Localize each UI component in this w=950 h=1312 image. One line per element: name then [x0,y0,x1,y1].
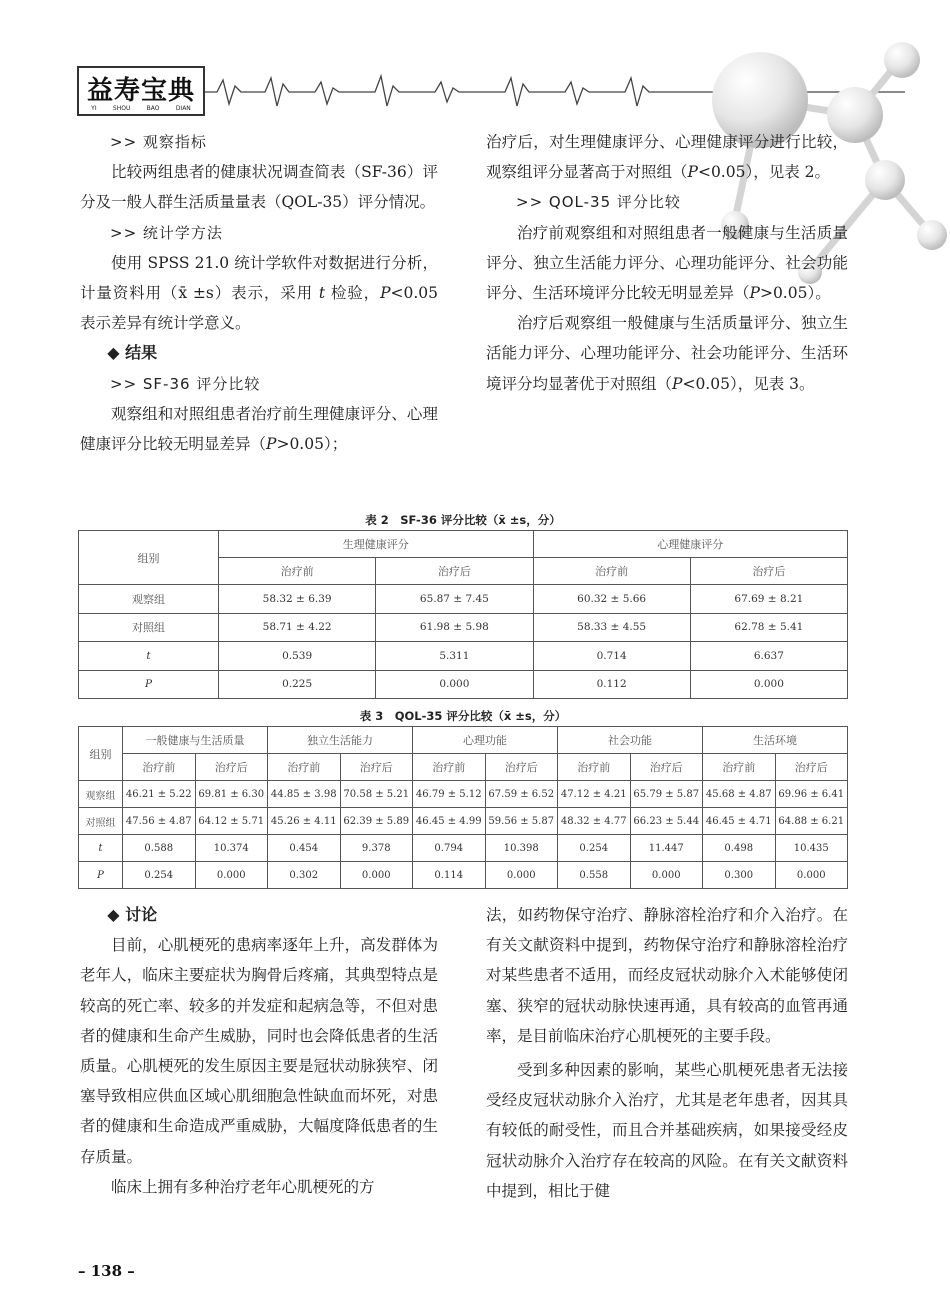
table-cell: 64.88 ± 6.21 [775,808,848,835]
table2-sf36 [78,530,848,699]
table-cell: 48.32 ± 4.77 [558,808,631,835]
table-subheader: 治疗前 [533,558,690,585]
paragraph-observation: 比较两组患者的健康状况调查简表（SF-36）评分及一般人群生活质量量表（QOL-35）评分情况。 [80,163,438,212]
table-cell: 0.302 [268,862,341,889]
table-cell: 69.96 ± 6.41 [775,781,848,808]
section-heading-sf36: >> SF-36 评分比较 [110,374,261,393]
table-cell: 69.81 ± 6.30 [195,781,268,808]
table-cell: 0.714 [533,642,690,671]
table-subheader: 治疗后 [485,754,558,781]
table-cell: 0.558 [558,862,631,889]
table-cell: 10.374 [195,835,268,862]
table2-caption: 表 2 SF-36 评分比较（x̄ ±s，分） [365,513,561,527]
row-label: P [79,862,123,889]
table-cell: 0.225 [219,670,376,699]
section-heading-observation: >> 观察指标 [110,133,207,151]
paragraph-discussion-4: 受到多种因素的影响，某些心肌梗死患者无法接受经皮冠状动脉介入治疗，尤其是老年患者，因其具有较低的耐受性，而且合并基础疾病，如果接受经皮冠状动脉介入治疗存在较高的风险。在有关文献资料中提到，相比于健 [486,1061,848,1200]
table-row [79,585,848,614]
table-cell: 0.794 [413,835,486,862]
row-label: t [79,835,123,862]
table-subheader: 治疗后 [195,754,268,781]
table-cell: 0.254 [123,862,196,889]
pinyin-syllable: DIAN [175,105,191,112]
table3-qol35 [78,726,848,889]
row-label: 观察组 [79,781,123,808]
table-header-group: 组别 [79,727,123,781]
table-cell: 0.000 [690,670,847,699]
table-cell: 0.000 [340,862,413,889]
discussion-right-column [486,900,848,1206]
table3-caption: 表 3 QOL-35 评分比较（x̄ ±s，分） [359,709,567,723]
pinyin-syllable: BAO [146,105,160,112]
row-label: 观察组 [79,585,219,614]
paragraph-sf36-continued: 治疗后，对生理健康评分、心理健康评分进行比较，观察组评分显著高于对照组（P<0.05），见表 2。 [486,133,848,182]
left-column [80,127,438,459]
section-heading-discussion: ◆ 讨论 [107,905,158,924]
paragraph-qol-before: 治疗前观察组和对照组患者一般健康与生活质量评分、独立生活能力评分、心理功能评分、社会功能评分、生活环境评分比较无明显差异（P>0.05）。 [486,223,848,303]
row-label: t [79,642,219,671]
table-cell: 44.85 ± 3.98 [268,781,341,808]
table-cell: 65.79 ± 5.87 [630,781,703,808]
table-cell: 62.78 ± 5.41 [690,613,847,642]
section-heading-qol35: >> QOL-35 评分比较 [516,193,681,212]
row-label: 对照组 [79,808,123,835]
table-cell: 9.378 [340,835,413,862]
right-column [486,127,848,399]
table-cell: 64.12 ± 5.71 [195,808,268,835]
table-header-general-health: 一般健康与生活质量 [123,727,268,754]
page-number: – 138 – [78,1262,135,1280]
table-subheader: 治疗后 [775,754,848,781]
table-cell: 58.32 ± 6.39 [219,585,376,614]
table-row [79,642,848,671]
table-cell: 65.87 ± 7.45 [376,585,533,614]
paragraph-sf36: 观察组和对照组患者治疗前生理健康评分、心理健康评分比较无明显差异（P>0.05）； [80,404,438,454]
table-cell: 46.45 ± 4.99 [413,808,486,835]
table-cell: 0.588 [123,835,196,862]
table-cell: 0.539 [219,642,376,671]
table-subheader: 治疗前 [268,754,341,781]
table-cell: 0.114 [413,862,486,889]
table-subheader: 治疗前 [413,754,486,781]
table-row [79,781,848,808]
journal-title: 益寿宝典 [86,76,195,106]
table-subheader: 治疗前 [219,558,376,585]
section-heading-stats: >> 统计学方法 [110,223,223,242]
table-header-social: 社会功能 [558,727,703,754]
table-cell: 0.112 [533,670,690,699]
table-subheader: 治疗前 [558,754,631,781]
table-cell: 0.300 [703,862,776,889]
paragraph-stats: 使用 SPSS 21.0 统计学软件对数据进行分析，计量资料用（x̄ ±s）表示，采用 t 检验，P<0.05 表示差异有统计学意义。 [80,253,438,333]
table-row [79,835,848,862]
table-cell: 46.21 ± 5.22 [123,781,196,808]
table-cell: 0.000 [376,670,533,699]
table-cell: 67.69 ± 8.21 [690,585,847,614]
table-cell: 46.79 ± 5.12 [413,781,486,808]
table-cell: 0.000 [775,862,848,889]
table-cell: 45.68 ± 4.87 [703,781,776,808]
table-header-physical: 生理健康评分 [219,531,534,558]
table-cell: 0.454 [268,835,341,862]
paragraph-discussion-2: 临床上拥有多种治疗老年心肌梗死的方 [111,1177,375,1196]
table-header-independence: 独立生活能力 [268,727,413,754]
table-cell: 70.58 ± 5.21 [340,781,413,808]
table-cell: 61.98 ± 5.98 [376,613,533,642]
paragraph-qol-after: 治疗后观察组一般健康与生活质量评分、独立生活能力评分、心理功能评分、社会功能评分、生活环境评分均显著优于对照组（P<0.05），见表 3。 [486,314,848,393]
table-row [79,862,848,889]
table-cell: 0.000 [195,862,268,889]
table-cell: 0.000 [485,862,558,889]
table-header-psychological: 心理功能 [413,727,558,754]
table-subheader: 治疗后 [340,754,413,781]
table-cell: 6.637 [690,642,847,671]
table-header-group: 组别 [79,531,219,585]
table-cell: 10.398 [485,835,558,862]
table-row [79,613,848,642]
table-subheader: 治疗后 [690,558,847,585]
table-header-environment: 生活环境 [703,727,848,754]
pinyin-syllable: YI [91,105,97,112]
table-cell: 10.435 [775,835,848,862]
table-row [79,670,848,699]
paragraph-discussion-3: 法，如药物保守治疗、静脉溶栓治疗和介入治疗。在有关文献资料中提到，药物保守治疗和静脉溶栓治疗对某些患者不适用，而经皮冠状动脉介入术能够使闭塞、狭窄的冠状动脉快速再通，具有较高的血管再通率，是目前临床治疗心肌梗死的主要手段。 [486,906,848,1045]
table-subheader: 治疗后 [630,754,703,781]
table-cell: 0.254 [558,835,631,862]
pinyin-syllable: SHOU [112,105,131,112]
table-row [79,808,848,835]
section-heading-results: ◆ 结果 [107,343,158,363]
table-cell: 45.26 ± 4.11 [268,808,341,835]
journal-pinyin [83,105,199,112]
table-cell: 58.33 ± 4.55 [533,613,690,642]
paragraph-discussion-1: 目前，心肌梗死的患病率逐年上升，高发群体为老年人，临床主要症状为胸骨后疼痛，其典型特点是较高的死亡率、较多的并发症和起病急等，不但对患者的健康和生命产生威胁，同时也会降低患者的生活质量。心肌梗死的发生原因主要是冠状动脉狭窄、闭塞导致相应供血区域心肌细胞急性缺血而坏死，对患者的健康和生命造成严重威胁，大幅度降低患者的生存质量。 [80,936,438,1166]
table-cell: 47.12 ± 4.21 [558,781,631,808]
table-header-mental: 心理健康评分 [533,531,848,558]
row-label: 对照组 [79,613,219,642]
table-cell: 66.23 ± 5.44 [630,808,703,835]
table-cell: 46.45 ± 4.71 [703,808,776,835]
table-cell: 11.447 [630,835,703,862]
table-cell: 60.32 ± 5.66 [533,585,690,614]
table-cell: 67.59 ± 6.52 [485,781,558,808]
table-subheader: 治疗前 [703,754,776,781]
table-cell: 0.498 [703,835,776,862]
table-cell: 62.39 ± 5.89 [340,808,413,835]
row-label: P [79,670,219,699]
table-cell: 0.000 [630,862,703,889]
table-subheader: 治疗前 [123,754,196,781]
table-cell: 59.56 ± 5.87 [485,808,558,835]
table-cell: 47.56 ± 4.87 [123,808,196,835]
table-cell: 5.311 [376,642,533,671]
discussion-left-column [80,900,438,1202]
table-subheader: 治疗后 [376,558,533,585]
table-cell: 58.71 ± 4.22 [219,613,376,642]
journal-masthead [77,66,205,116]
